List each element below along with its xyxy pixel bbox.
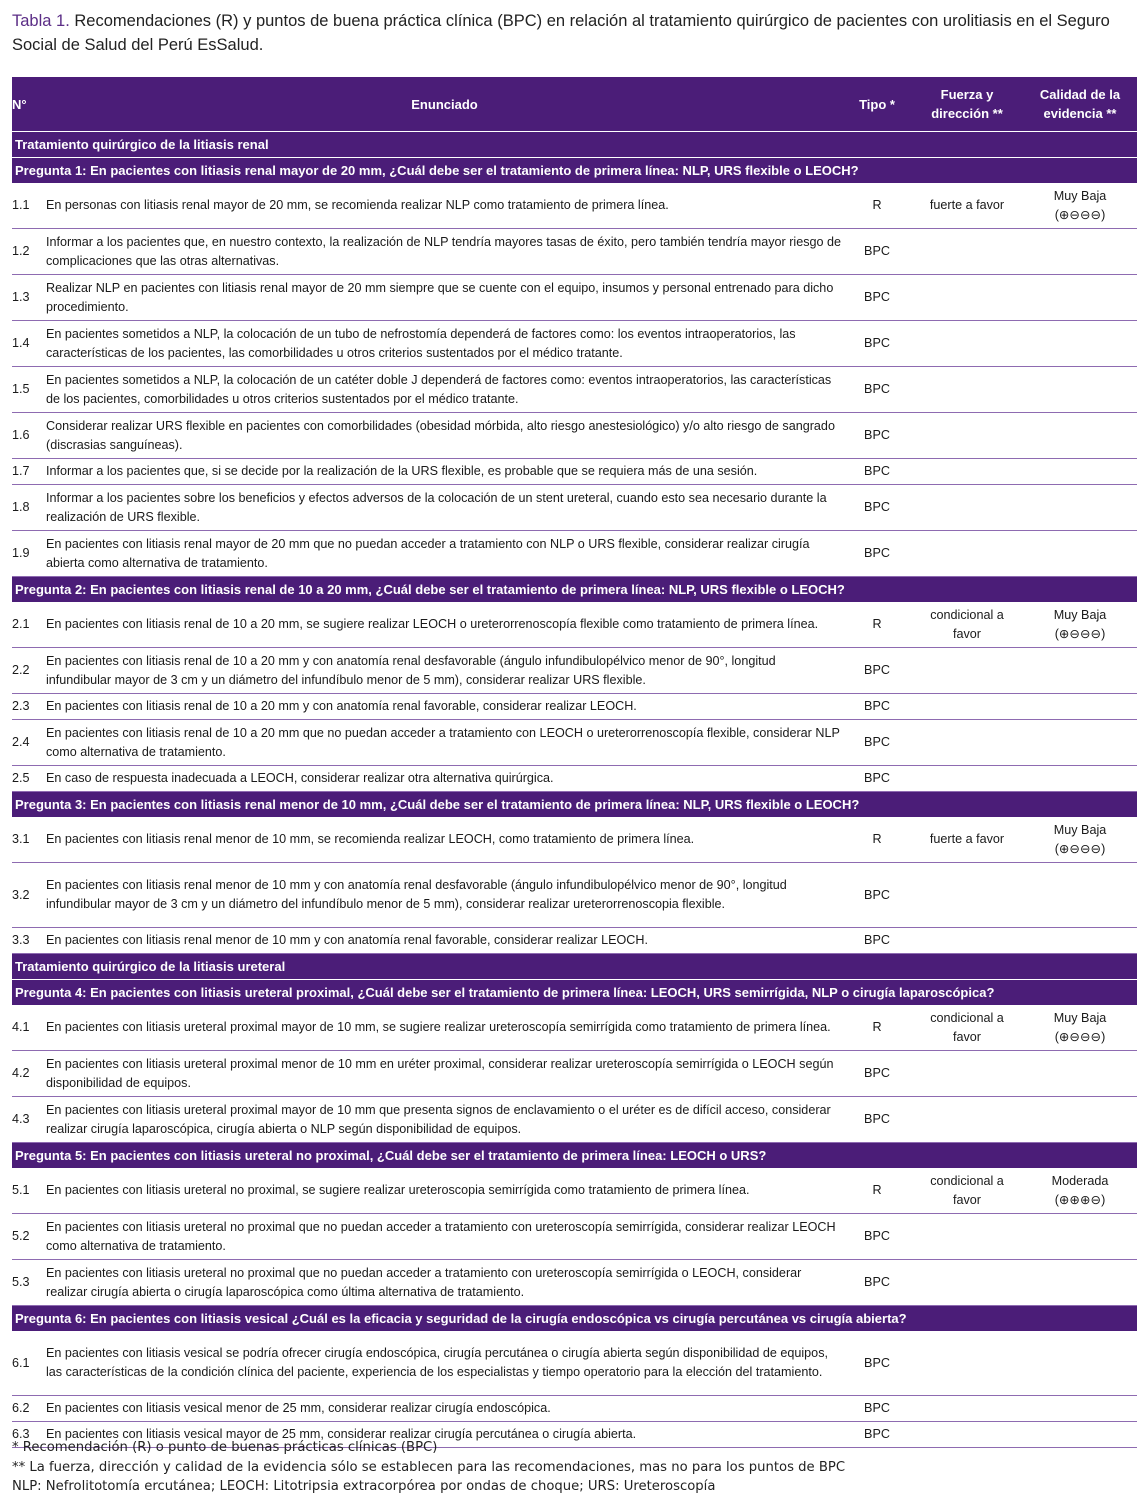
footnote-tipo: * Recomendación (R) o punto de buenas prácticas clínicas (BPC) [12, 1440, 438, 1455]
row-type: BPC [843, 1051, 911, 1097]
row-quality [1023, 1422, 1137, 1448]
recommendations-table [12, 77, 1137, 1448]
footnote-abbreviations: NLP: Nefrolitotomía ercutánea; LEOCH: Litotripsia extracorpórea por ondas de choque; URS: Ureteroscopía [12, 1479, 716, 1494]
section-header-row [12, 1143, 1137, 1169]
row-strength [911, 1051, 1023, 1097]
table-row [12, 817, 1137, 863]
row-statement: En pacientes con litiasis renal menor de 10 mm y con anatomía renal favorable, considerar realizar LEOCH. [46, 928, 843, 954]
row-type: BPC [843, 1097, 911, 1143]
row-quality [1023, 694, 1137, 720]
row-strength [911, 720, 1023, 766]
row-number: 6.1 [12, 1331, 46, 1396]
row-quality: Muy Baja (⊕⊖⊖⊖) [1023, 183, 1137, 229]
row-number: 5.3 [12, 1260, 46, 1306]
table-row [12, 367, 1137, 413]
row-type: BPC [843, 485, 911, 531]
header-fuerza: Fuerza y dirección ** [911, 77, 1023, 132]
row-statement: En pacientes con litiasis ureteral proximal mayor de 10 mm que presenta signos de enclavamiento o el uréter es de difícil acceso, considerar realizar cirugía laparoscópica, cirugía abierta o NLP según disponibilidad de equipos. [46, 1097, 843, 1143]
row-quality [1023, 367, 1137, 413]
row-quality [1023, 1214, 1137, 1260]
row-statement: Informar a los pacientes que, si se decide por la realización de la URS flexible, es probable que se requiera más de una sesión. [46, 459, 843, 485]
row-quality [1023, 321, 1137, 367]
row-statement: En personas con litiasis renal mayor de 20 mm, se recomienda realizar NLP como tratamiento de primera línea. [46, 183, 843, 229]
row-type: BPC [843, 1260, 911, 1306]
row-quality [1023, 275, 1137, 321]
table-row [12, 766, 1137, 792]
row-type: BPC [843, 1214, 911, 1260]
row-strength: fuerte a favor [911, 817, 1023, 863]
row-statement: En caso de respuesta inadecuada a LEOCH, considerar realizar otra alternativa quirúrgica. [46, 766, 843, 792]
row-number: 5.2 [12, 1214, 46, 1260]
table-row [12, 1097, 1137, 1143]
table-row [12, 275, 1137, 321]
section-header-text: Tratamiento quirúrgico de la litiasis ureteral [12, 954, 1137, 980]
section-header-row [12, 132, 1137, 158]
table-row [12, 321, 1137, 367]
table-row [12, 485, 1137, 531]
header-calidad: Calidad de la evidencia ** [1023, 77, 1137, 132]
row-number: 2.5 [12, 766, 46, 792]
row-number: 1.2 [12, 229, 46, 275]
row-statement: En pacientes con litiasis ureteral no proximal, se sugiere realizar ureteroscopia semirrígida como tratamiento de primera línea. [46, 1168, 843, 1214]
section-header-text: Pregunta 4: En pacientes con litiasis ureteral proximal, ¿Cuál debe ser el tratamiento de primera línea: LEOCH, URS semirrígida, NLP o cirugía laparoscópica? [12, 980, 1137, 1006]
section-header-text: Pregunta 6: En pacientes con litiasis vesical ¿Cuál es la eficacia y seguridad de la cirugía endoscópica vs cirugía percutánea vs cirugía abierta? [12, 1306, 1137, 1332]
table-row [12, 1051, 1137, 1097]
row-statement: En pacientes con litiasis ureteral no proximal que no puedan acceder a tratamiento con ureteroscopía semirrígida o LEOCH, considerar realizar cirugía abierta o cirugía laparoscópica como última alternativa de tratamiento. [46, 1260, 843, 1306]
row-quality [1023, 648, 1137, 694]
row-statement: Realizar NLP en pacientes con litiasis renal mayor de 20 mm siempre que se cuente con el equipo, insumos y personal entrenado para dicho procedimiento. [46, 275, 843, 321]
row-number: 4.2 [12, 1051, 46, 1097]
row-statement: En pacientes con litiasis ureteral proximal mayor de 10 mm, se sugiere realizar ureteroscopía semirrígida como tratamiento de primera línea. [46, 1005, 843, 1051]
row-number: 4.1 [12, 1005, 46, 1051]
row-number: 2.2 [12, 648, 46, 694]
table-row [12, 531, 1137, 577]
row-quality [1023, 1051, 1137, 1097]
row-strength [911, 648, 1023, 694]
row-type: BPC [843, 1331, 911, 1396]
section-header-text: Pregunta 1: En pacientes con litiasis renal mayor de 20 mm, ¿Cuál debe ser el tratamiento de primera línea: NLP, URS flexible o LEOCH? [12, 158, 1137, 184]
section-header-text: Tratamiento quirúrgico de la litiasis renal [12, 132, 1137, 158]
row-statement: En pacientes con litiasis renal de 10 a 20 mm, se sugiere realizar LEOCH o ureterorrenoscopía flexible como tratamiento de primera línea. [46, 602, 843, 648]
section-header-row [12, 1306, 1137, 1332]
row-number: 3.1 [12, 817, 46, 863]
row-number: 1.1 [12, 183, 46, 229]
section-header-text: Pregunta 5: En pacientes con litiasis ureteral no proximal, ¿Cuál debe ser el tratamiento de primera línea: LEOCH o URS? [12, 1143, 1137, 1169]
row-number: 2.4 [12, 720, 46, 766]
row-type: BPC [843, 1396, 911, 1422]
table-row [12, 1396, 1137, 1422]
table-row [12, 928, 1137, 954]
row-type: BPC [843, 1422, 911, 1448]
row-number: 6.3 [12, 1422, 46, 1448]
table-row [12, 720, 1137, 766]
row-strength: condicional a favor [911, 1168, 1023, 1214]
row-statement: En pacientes con litiasis vesical menor de 25 mm, considerar realizar cirugía endoscópica. [46, 1396, 843, 1422]
row-statement: En pacientes con litiasis ureteral proximal menor de 10 mm en uréter proximal, considerar realizar ureteroscopía semirrígida o LEOCH según disponibilidad de equipos. [46, 1051, 843, 1097]
row-quality: Muy Baja (⊕⊖⊖⊖) [1023, 602, 1137, 648]
row-type: BPC [843, 275, 911, 321]
header-tipo: Tipo * [843, 77, 911, 132]
row-number: 1.5 [12, 367, 46, 413]
row-strength [911, 275, 1023, 321]
section-header-row [12, 980, 1137, 1006]
table-body [12, 132, 1137, 1448]
row-type: R [843, 602, 911, 648]
row-type: BPC [843, 321, 911, 367]
table-row [12, 863, 1137, 928]
row-quality: Muy Baja (⊕⊖⊖⊖) [1023, 817, 1137, 863]
table-row [12, 229, 1137, 275]
row-strength [911, 1260, 1023, 1306]
row-statement: Informar a los pacientes sobre los beneficios y efectos adversos de la colocación de un stent ureteral, cuando esto sea necesario durante la realización de URS flexible. [46, 485, 843, 531]
row-quality [1023, 531, 1137, 577]
row-strength [911, 1214, 1023, 1260]
row-type: BPC [843, 863, 911, 928]
row-statement: En pacientes con litiasis renal menor de 10 mm y con anatomía renal desfavorable (ángulo infundibulopélvico menor de 90°, longitud infundibular mayor de 3 cm y un diámetro del infundíbulo menor de 5 mm), considerar realizar ureterorrenoscopia flexible. [46, 863, 843, 928]
row-quality [1023, 766, 1137, 792]
row-quality [1023, 1260, 1137, 1306]
row-type: BPC [843, 720, 911, 766]
table-row [12, 1260, 1137, 1306]
table-row [12, 602, 1137, 648]
section-header-row [12, 158, 1137, 184]
row-strength [911, 1422, 1023, 1448]
table-caption [12, 9, 1137, 57]
row-number: 5.1 [12, 1168, 46, 1214]
row-statement: En pacientes con litiasis renal de 10 a 20 mm que no puedan acceder a tratamiento con LEOCH o ureterorrenoscopía flexible, considerar NLP como alternativa de tratamiento. [46, 720, 843, 766]
row-quality [1023, 1396, 1137, 1422]
table-row [12, 1331, 1137, 1396]
section-header-row [12, 954, 1137, 980]
row-quality [1023, 863, 1137, 928]
row-quality [1023, 1331, 1137, 1396]
row-statement: En pacientes con litiasis vesical mayor de 25 mm, considerar realizar cirugía percutánea o cirugía abierta. [46, 1422, 843, 1448]
row-statement: En pacientes con litiasis renal menor de 10 mm, se recomienda realizar LEOCH, como tratamiento de primera línea. [46, 817, 843, 863]
row-number: 2.1 [12, 602, 46, 648]
section-header-row [12, 577, 1137, 603]
row-type: BPC [843, 367, 911, 413]
row-type: BPC [843, 766, 911, 792]
row-type: R [843, 183, 911, 229]
row-statement: En pacientes con litiasis vesical se podría ofrecer cirugía endoscópica, cirugía percutánea o cirugía abierta según disponibilidad de equipos, las características de la condición clínica del paciente, experiencia de los especialistas y tiempo operatorio para la elección del tratamiento. [46, 1331, 843, 1396]
row-strength [911, 485, 1023, 531]
row-statement: En pacientes con litiasis renal de 10 a 20 mm y con anatomía renal favorable, considerar realizar LEOCH. [46, 694, 843, 720]
row-quality [1023, 928, 1137, 954]
row-quality [1023, 229, 1137, 275]
row-statement: En pacientes sometidos a NLP, la colocación de un catéter doble J dependerá de factores como: eventos intraoperatorios, las características de los pacientes, comorbilidades u otros criterios sustentados por el médico tratante. [46, 367, 843, 413]
table-header-row [12, 77, 1137, 132]
row-statement: En pacientes con litiasis renal de 10 a 20 mm y con anatomía renal desfavorable (ángulo infundibulopélvico menor de 90°, longitud infundibular mayor de 3 cm y un diámetro del infundíbulo menor de 5 mm), considerar realizar URS flexible. [46, 648, 843, 694]
row-strength [911, 1396, 1023, 1422]
row-number: 1.6 [12, 413, 46, 459]
row-strength [911, 694, 1023, 720]
row-statement: En pacientes con litiasis renal mayor de 20 mm que no puedan acceder a tratamiento con NLP o URS flexible, considerar realizar cirugía abierta como alternativa de tratamiento. [46, 531, 843, 577]
row-strength [911, 1097, 1023, 1143]
row-number: 6.2 [12, 1396, 46, 1422]
row-number: 1.9 [12, 531, 46, 577]
row-number: 4.3 [12, 1097, 46, 1143]
row-strength [911, 928, 1023, 954]
row-quality: Moderada (⊕⊕⊕⊖) [1023, 1168, 1137, 1214]
row-statement: En pacientes con litiasis ureteral no proximal que no puedan acceder a tratamiento con ureteroscopía semirrígida, considerar realizar LEOCH como alternativa de tratamiento. [46, 1214, 843, 1260]
row-type: BPC [843, 648, 911, 694]
row-strength: fuerte a favor [911, 183, 1023, 229]
section-header-row [12, 792, 1137, 818]
header-no: N° [12, 77, 46, 132]
row-statement: Considerar realizar URS flexible en pacientes con comorbilidades (obesidad mórbida, alto riesgo anestesiológico) y/o alto riesgo de sangrado (discrasias sanguíneas). [46, 413, 843, 459]
row-strength [911, 766, 1023, 792]
row-type: BPC [843, 229, 911, 275]
caption-text: Recomendaciones (R) y puntos de buena práctica clínica (BPC) en relación al tratamiento quirúrgico de pacientes con urolitiasis en el Seguro Social de Salud del Perú EsSalud. [12, 12, 1110, 54]
row-quality [1023, 413, 1137, 459]
table-row [12, 459, 1137, 485]
header-enunciado: Enunciado [46, 77, 843, 132]
row-strength [911, 229, 1023, 275]
row-strength [911, 863, 1023, 928]
table-row [12, 1168, 1137, 1214]
row-number: 3.3 [12, 928, 46, 954]
row-number: 1.8 [12, 485, 46, 531]
table-row [12, 648, 1137, 694]
row-strength [911, 413, 1023, 459]
row-strength: condicional a favor [911, 602, 1023, 648]
caption-label: Tabla 1. [12, 12, 70, 30]
row-statement: Informar a los pacientes que, en nuestro contexto, la realización de NLP tendría mayores tasas de éxito, pero también tendría mayor riesgo de complicaciones que las otras alternativas. [46, 229, 843, 275]
row-strength [911, 459, 1023, 485]
row-number: 1.7 [12, 459, 46, 485]
row-type: BPC [843, 928, 911, 954]
row-type: BPC [843, 413, 911, 459]
row-quality: Muy Baja (⊕⊖⊖⊖) [1023, 1005, 1137, 1051]
row-strength [911, 367, 1023, 413]
row-type: R [843, 1005, 911, 1051]
row-number: 1.4 [12, 321, 46, 367]
row-type: BPC [843, 694, 911, 720]
table-row [12, 1214, 1137, 1260]
row-type: BPC [843, 531, 911, 577]
row-strength [911, 321, 1023, 367]
row-number: 2.3 [12, 694, 46, 720]
section-header-text: Pregunta 2: En pacientes con litiasis renal de 10 a 20 mm, ¿Cuál debe ser el tratamiento de primera línea: NLP, URS flexible o LEOCH? [12, 577, 1137, 603]
row-strength [911, 1331, 1023, 1396]
row-strength: condicional a favor [911, 1005, 1023, 1051]
row-quality [1023, 459, 1137, 485]
section-header-text: Pregunta 3: En pacientes con litiasis renal menor de 10 mm, ¿Cuál debe ser el tratamiento de primera línea: NLP, URS flexible o LEOCH? [12, 792, 1137, 818]
row-strength [911, 531, 1023, 577]
table-row [12, 183, 1137, 229]
row-statement: En pacientes sometidos a NLP, la colocación de un tubo de nefrostomía dependerá de factores como: los eventos intraoperatorios, las características de los pacientes, las comorbilidades u otros criterios sustentados por el médico tratante. [46, 321, 843, 367]
table-row [12, 413, 1137, 459]
table-row [12, 1005, 1137, 1051]
row-quality [1023, 720, 1137, 766]
row-number: 1.3 [12, 275, 46, 321]
row-type: R [843, 1168, 911, 1214]
footnotes [12, 1438, 845, 1497]
row-quality [1023, 1097, 1137, 1143]
row-quality [1023, 485, 1137, 531]
table-row [12, 694, 1137, 720]
footnote-fuerza: ** La fuerza, dirección y calidad de la evidencia sólo se establecen para las recomendaciones, mas no para los puntos de BPC [12, 1459, 846, 1475]
row-type: R [843, 817, 911, 863]
row-number: 3.2 [12, 863, 46, 928]
row-type: BPC [843, 459, 911, 485]
